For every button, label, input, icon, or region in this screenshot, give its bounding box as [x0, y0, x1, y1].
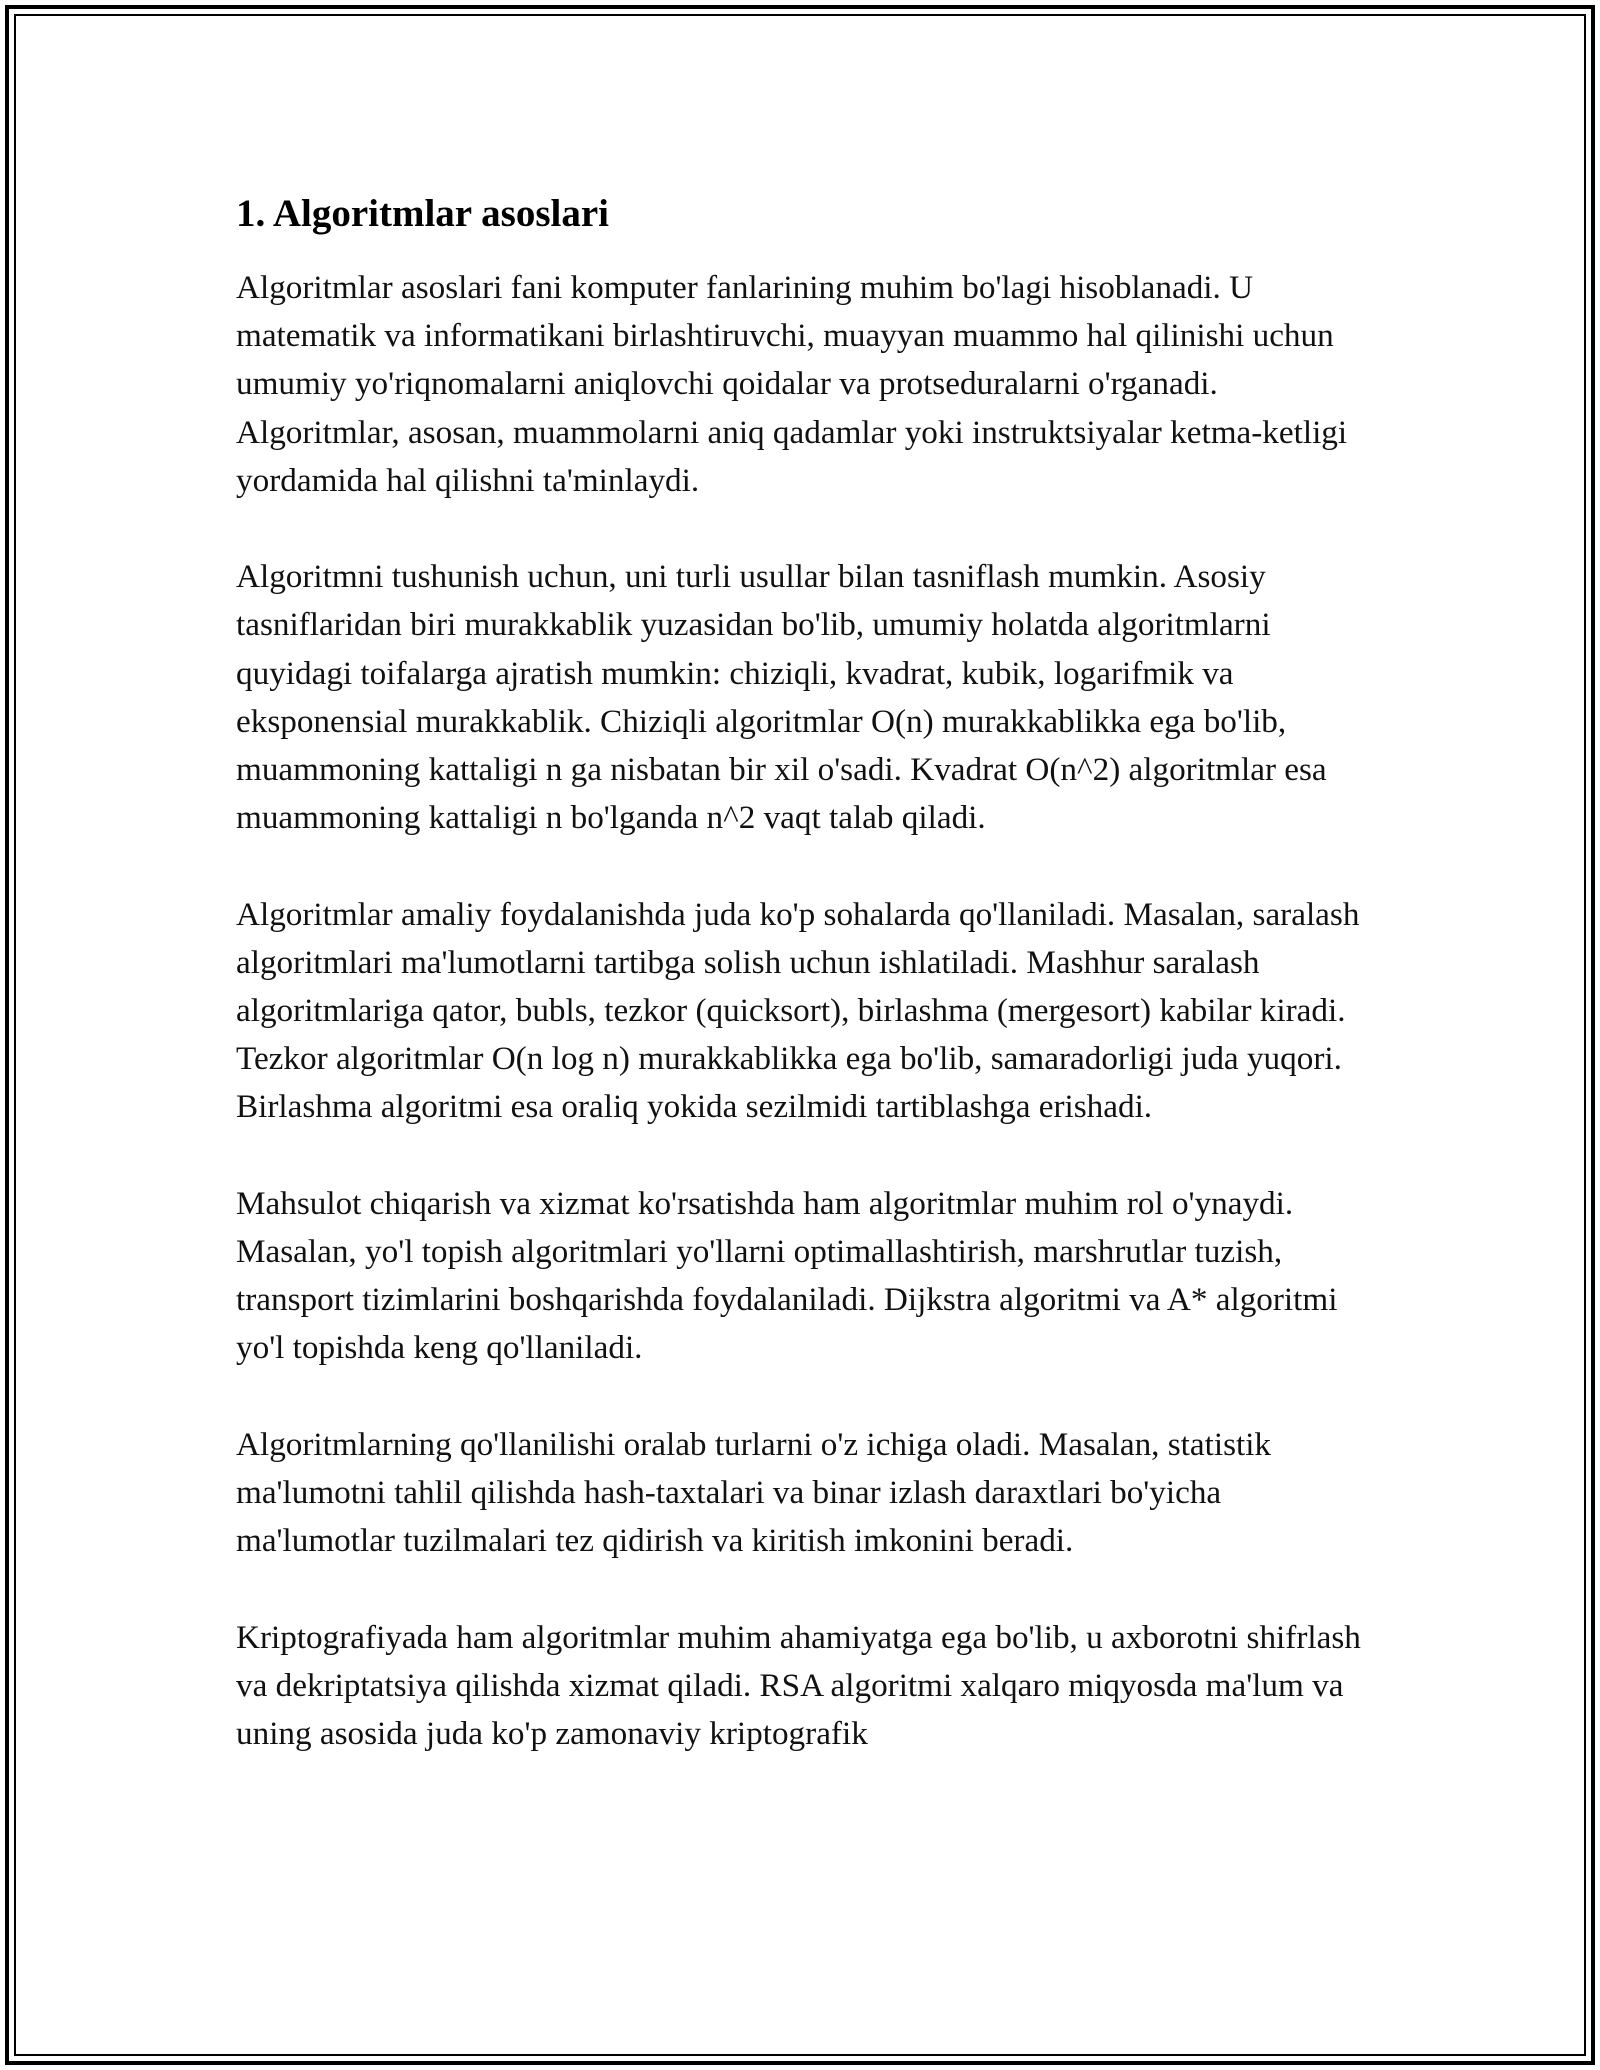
- paragraph-intro: Algoritmlar asoslari fani komputer fanlarining muhim bo'lagi hisoblanadi. U matematik va informatikani birlashtiruvchi, muayyan muammo hal qilinishi uchun umumiy yo'riqnomalarni aniqlovchi qoidalar va protseduralarni o'rganadi. Algoritmlar, asosan, muammolarni aniq qadamlar yoki instruktsiyalar ketma-ketligi yordamida hal qilishni ta'minlaydi.: [236, 269, 1348, 499]
- paragraph-pathfinding: Mahsulot chiqarish va xizmat ko'rsatishda ham algoritmlar muhim rol o'ynaydi. Masalan, yo'l topish algoritmlari yo'llarni optimallashtirish, marshrutlar tuzish, transport tizimlarini boshqarishda foydalaniladi. Dijkstra algoritmi va A* algoritmi yo'l topishda keng qo'llaniladi.: [236, 1184, 1338, 1367]
- section-heading: 1. Algoritmlar asoslari: [236, 192, 609, 235]
- document-body: [236, 190, 1376, 1806]
- paragraph-classification: Algoritmni tushunish uchun, uni turli usullar bilan tasniflash mumkin. Asosiy tasniflaridan biri murakkablik yuzasidan bo'lib, umumiy holatda algoritmlarni quyidagi toifalarga ajratish mumkin: chiziqli, kvadrat, kubik, logarifmik va eksponensial murakkablik. Chiziqli algoritmlar O(n) murakkablikka ega bo'lib, muammoning kattaligi n ga nisbatan bir xil o'sadi. Kvadrat O(n^2) algoritmlar esa muammoning kattaligi n bo'lganda n^2 vaqt talab qiladi.: [236, 558, 1327, 837]
- paragraph-cryptography: Kriptografiyada ham algoritmlar muhim ahamiyatga ega bo'lib, u axborotni shifrlash va dekriptatsiya qilishda xizmat qiladi. RSA algoritmi xalqaro miqyosda ma'lum va uning asosida juda ko'p zamonaviy kriptografik: [236, 1618, 1361, 1753]
- paragraph-sorting: Algoritmlar amaliy foydalanishda juda ko'p sohalarda qo'llaniladi. Masalan, saralash algoritmlari ma'lumotlarni tartibga solish uchun ishlatiladi. Mashhur saralash algoritmlariga qator, bubls, tezkor (quicksort), birlashma (mergesort) kabilar kiradi. Tezkor algoritmlar O(n log n) murakkablikka ega bo'lib, samaradorligi juda yuqori. Birlashma algoritmi esa oraliq yokida sezilmidi tartiblashga erishadi.: [236, 895, 1360, 1126]
- paragraph-data-structures: Algoritmlarning qo'llanilishi oralab turlarni o'z ichiga oladi. Masalan, statistik ma'lumotni tahlil qilishda hash-taxtalari va binar izlash daraxtlari bo'yicha ma'lumotlar tuzilmalari tez qidirish va kiritish imkonini beradi.: [236, 1425, 1272, 1560]
